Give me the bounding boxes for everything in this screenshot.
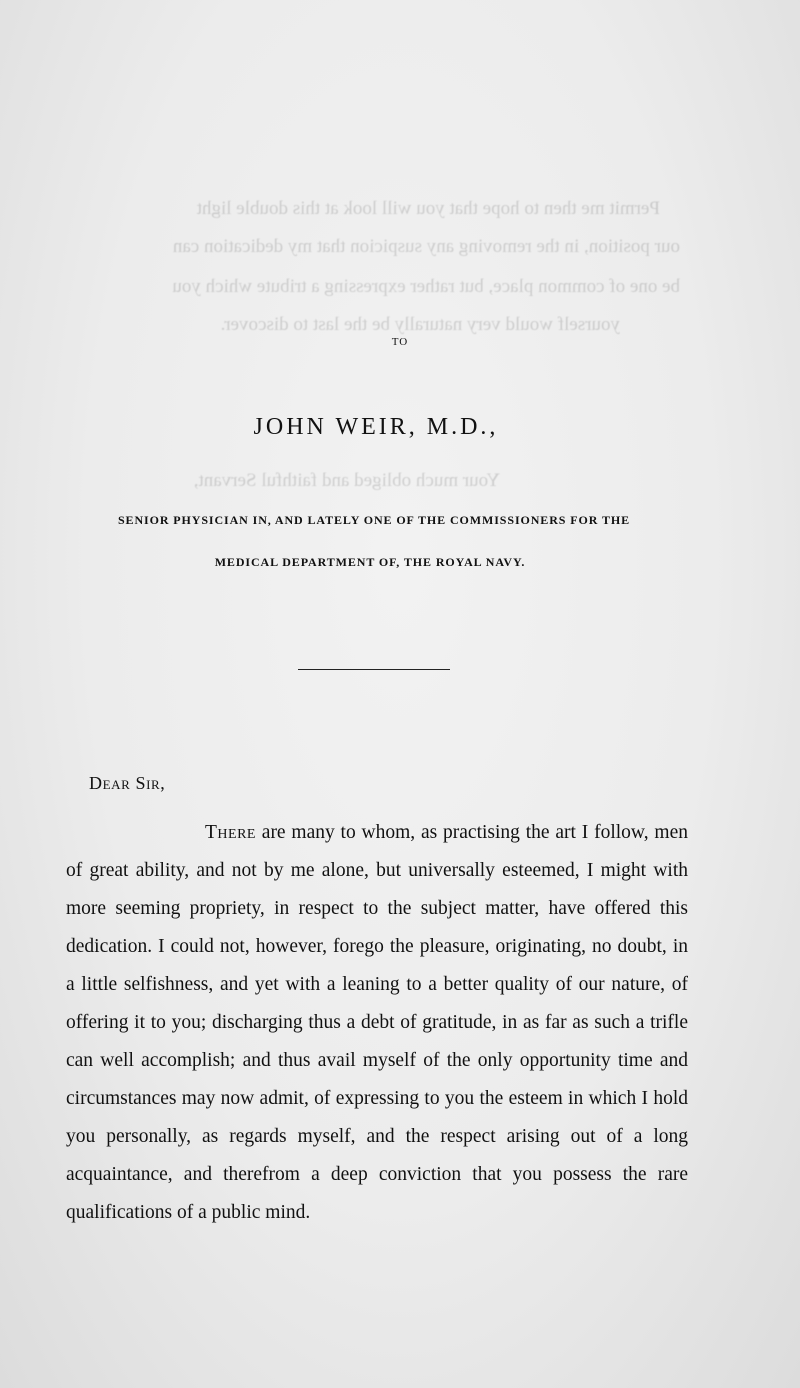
letter-body-paragraph [66,814,688,1232]
show-through-bleed: Permit me then to hope that you will look at this double light our position, in the removing any suspicion that my dedication can be one of common place, but rather expressing a tribute which you yourself would very naturally be the last to discover. Your much obliged and faithful Servant, [172,198,680,491]
dedication-to: TO [391,336,409,348]
dedicatee-title-line-1: SENIOR PHYSICIAN IN, AND LATELY ONE OF THE COMMISSIONERS FOR THE [117,513,631,527]
dedicatee-title-line-2: MEDICAL DEPARTMENT OF, THE ROYAL NAVY. [214,555,526,569]
letter-salutation: Dear Sir, [89,773,166,793]
letter-body-text: are many to whom, as practising the art I follow, men of great ability, and not by me alone, but universally esteemed, I might with more seeming propriety, in respect to the subject matter, have offered this dedication. I could not, however, forego the pleasure, originating, no doubt, in a little selfishness, and yet with a leaning to a better quality of our nature, of offering it to you; discharging thus a debt of gratitude, in as far as such a trifle can well accomplish; and thus avail myself of the only opportunity time and circumstances may now admit, of expressing to you the esteem in which I hold you personally, as regards myself, and the respect arising out of a long acquaintance, and therefrom a deep conviction that you possess the rare qualifications of a public mind. [66,822,688,1223]
letter-opening-word: There [205,822,256,843]
dedicatee-name: JOHN WEIR, M.D., [253,414,499,440]
section-divider-rule [298,669,450,670]
